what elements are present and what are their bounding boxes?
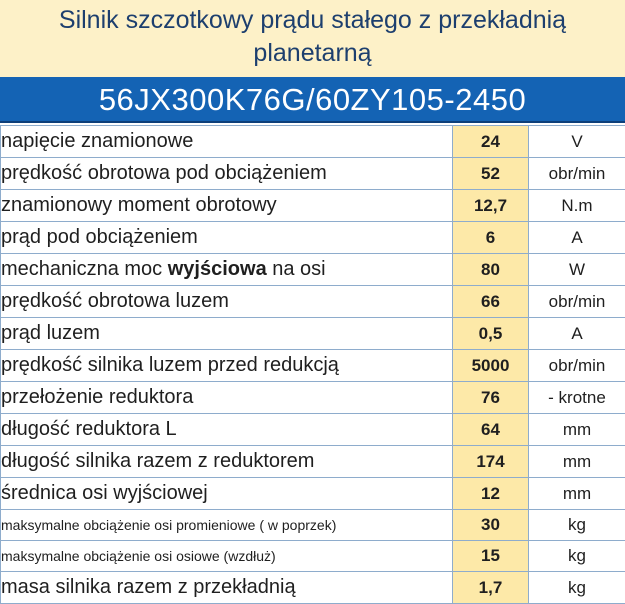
spec-value: 64: [453, 414, 529, 446]
spec-row: [1, 254, 625, 286]
spec-name-bold: wyjściowa: [168, 258, 267, 280]
spec-row: [1, 286, 625, 318]
spec-unit: A: [529, 318, 625, 350]
spec-value: 15: [453, 541, 529, 572]
spec-unit: W: [529, 254, 625, 286]
spec-unit: V: [529, 126, 625, 158]
spec-row: [1, 126, 625, 158]
spec-row: [1, 222, 625, 254]
spec-row: [1, 572, 625, 604]
spec-name: przełożenie reduktora: [1, 382, 453, 414]
spec-name: prąd pod obciążeniem: [1, 222, 453, 254]
spec-row: [1, 350, 625, 382]
spec-value: 1,7: [453, 572, 529, 604]
spec-name: maksymalne obciążenie osi osiowe (wzdłuż): [1, 541, 453, 572]
spec-row: [1, 541, 625, 572]
spec-unit: kg: [529, 572, 625, 604]
spec-unit: mm: [529, 478, 625, 510]
spec-unit: - krotne: [529, 382, 625, 414]
spec-name: prędkość obrotowa pod obciążeniem: [1, 158, 453, 190]
spec-name-pre: mechaniczna moc: [1, 258, 168, 280]
spec-name: masa silnika razem z przekładnią: [1, 572, 453, 604]
spec-unit: mm: [529, 446, 625, 478]
spec-row: [1, 158, 625, 190]
spec-row: [1, 318, 625, 350]
title-line-1: Silnik szczotkowy prądu stałego z przekładnią: [0, 4, 625, 37]
spec-row: [1, 190, 625, 222]
spec-row: [1, 510, 625, 541]
spec-value: 6: [453, 222, 529, 254]
spec-unit: kg: [529, 541, 625, 572]
product-title: [0, 0, 625, 77]
spec-unit: mm: [529, 414, 625, 446]
spec-name: znamionowy moment obrotowy: [1, 190, 453, 222]
spec-value: 66: [453, 286, 529, 318]
title-line-2: planetarną: [0, 37, 625, 70]
spec-value: 174: [453, 446, 529, 478]
spec-value: 12: [453, 478, 529, 510]
spec-name: prędkość silnika luzem przed redukcją: [1, 350, 453, 382]
spec-name: prędkość obrotowa luzem: [1, 286, 453, 318]
spec-name: długość reduktora L: [1, 414, 453, 446]
spec-row: [1, 446, 625, 478]
spec-unit: obr/min: [529, 286, 625, 318]
spec-value: 80: [453, 254, 529, 286]
spec-unit: N.m: [529, 190, 625, 222]
spec-unit: obr/min: [529, 158, 625, 190]
spec-value: 24: [453, 126, 529, 158]
spec-value: 12,7: [453, 190, 529, 222]
spec-name: [1, 254, 453, 286]
spec-value: 0,5: [453, 318, 529, 350]
spec-unit: obr/min: [529, 350, 625, 382]
spec-value: 30: [453, 510, 529, 541]
spec-row: [1, 382, 625, 414]
spec-name: prąd luzem: [1, 318, 453, 350]
spec-row: [1, 414, 625, 446]
spec-value: 52: [453, 158, 529, 190]
spec-unit: A: [529, 222, 625, 254]
spec-name: napięcie znamionowe: [1, 126, 453, 158]
spec-table: [0, 125, 625, 604]
spec-name: średnica osi wyjściowej: [1, 478, 453, 510]
spec-value: 76: [453, 382, 529, 414]
model-number: 56JX300K76G/60ZY105-2450: [0, 77, 625, 123]
spec-unit: kg: [529, 510, 625, 541]
spec-name-post: na osi: [267, 258, 326, 280]
spec-row: [1, 478, 625, 510]
spec-name: maksymalne obciążenie osi promieniowe ( w poprzek): [1, 510, 453, 541]
spec-name: długość silnika razem z reduktorem: [1, 446, 453, 478]
spec-value: 5000: [453, 350, 529, 382]
